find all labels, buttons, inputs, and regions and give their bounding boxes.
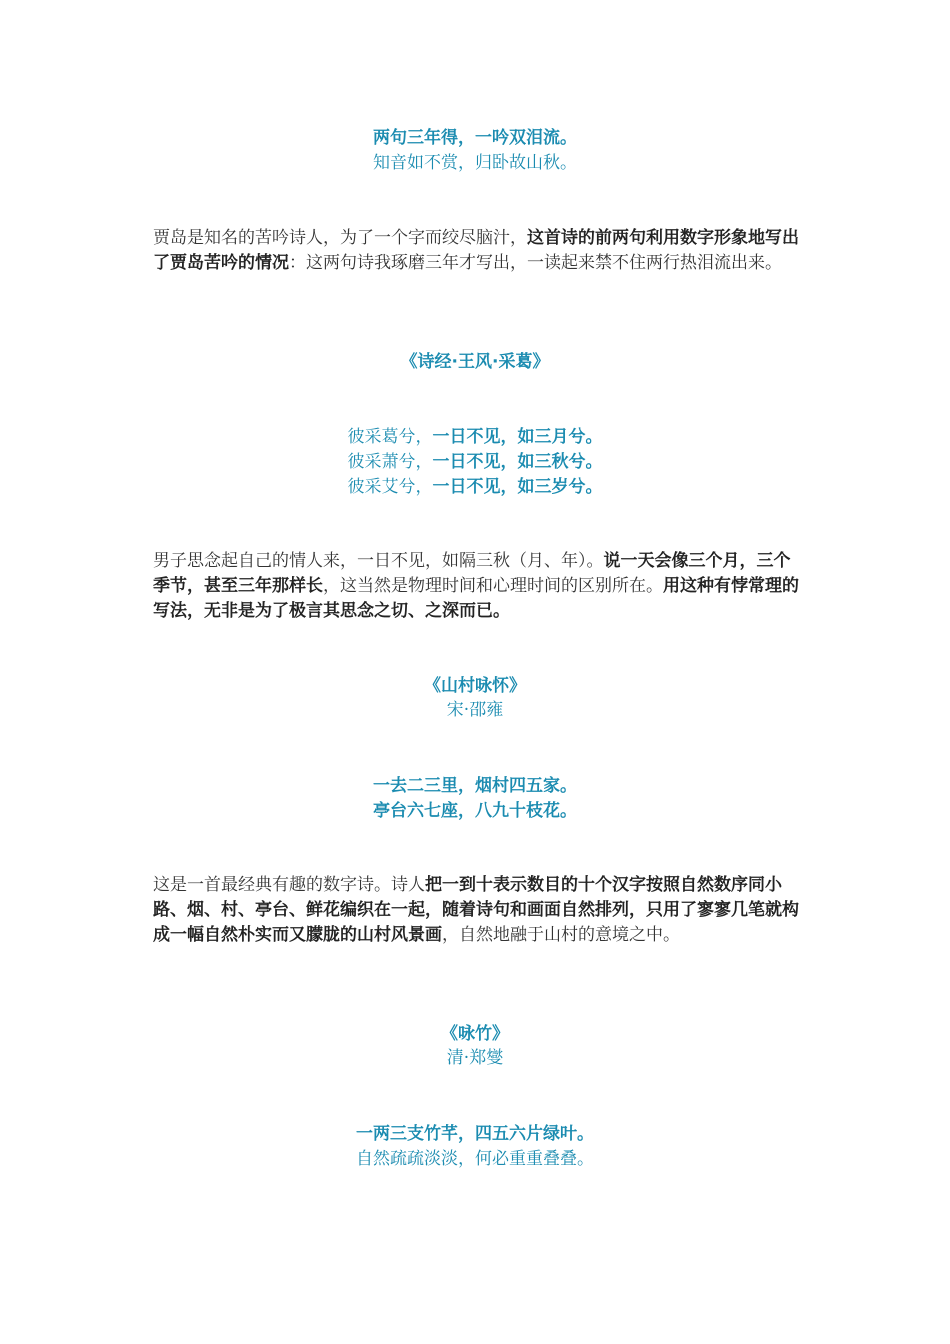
poem-title: 《咏竹》 <box>441 1024 509 1044</box>
poem-line: 自然疏疏淡淡，何必重重叠叠。 <box>356 1149 594 1169</box>
poem-line: 两句三年得，一吟双泪流。 <box>373 128 577 148</box>
poem-line-bold: 一日不见，如三岁兮。 <box>432 477 603 497</box>
paragraph-text: 贾岛是知名的苦吟诗人，为了一个字而绞尽脑汁， <box>153 228 527 248</box>
paragraph <box>153 873 803 948</box>
poem-line: 知音如不赏，归卧故山秋。 <box>373 153 577 173</box>
poem-line-bold: 一日不见，如三秋兮。 <box>432 452 603 472</box>
poem-line-plain: 彼采萧兮， <box>347 452 433 472</box>
poem-line: 一两三支竹芊，四五六片绿叶。 <box>356 1124 594 1144</box>
poem-line <box>0 452 950 472</box>
paragraph <box>153 549 803 624</box>
paragraph <box>153 226 803 276</box>
paragraph-text: 男子思念起自己的情人来，一日不见，如隔三秋（月、年）。 <box>153 551 604 571</box>
poem-line <box>0 477 950 497</box>
poem-line: 一去二三里，烟村四五家。 <box>373 776 577 796</box>
poem-line-plain: 彼采葛兮， <box>347 427 433 447</box>
poem-line: 亭台六七座，八九十枝花。 <box>373 801 577 821</box>
paragraph-text: ，这当然是物理时间和心理时间的区别所在。 <box>323 576 663 596</box>
paragraph-emphasis: 把一到十表示数目的十个汉字按照自然数序同小路、烟、村、亭台、鲜花编织在一起，随着诗句和画面自然排列，只用了寥寥几笔就构成一幅自然朴实而又朦胧的山村风景画 <box>153 875 799 945</box>
paragraph-emphasis: 说一天会像三个月，三个季节，甚至三年那样长 <box>153 551 791 596</box>
poem-line <box>0 427 950 447</box>
poem-author: 宋·邵雍 <box>446 700 504 720</box>
paragraph-emphasis: 用这种有悖常理的写法，无非是为了极言其思念之切、之深而已。 <box>153 576 799 621</box>
poem-title: 《山村咏怀》 <box>424 676 526 696</box>
poem-line-plain: 彼采艾兮， <box>347 477 433 497</box>
poem-title: 《诗经·王风·采葛》 <box>400 352 550 372</box>
paragraph-emphasis: 这首诗的前两句利用数字形象地写出了贾岛苦吟的情况 <box>153 228 799 273</box>
poem-line-bold: 一日不见，如三月兮。 <box>432 427 603 447</box>
paragraph-text: 这是一首最经典有趣的数字诗。诗人 <box>153 875 425 895</box>
poem-author: 清·郑燮 <box>446 1048 504 1068</box>
paragraph-text: ：这两句诗我琢磨三年才写出，一读起来禁不住两行热泪流出来。 <box>289 253 782 273</box>
paragraph-text: ，自然地融于山村的意境之中。 <box>442 925 680 945</box>
